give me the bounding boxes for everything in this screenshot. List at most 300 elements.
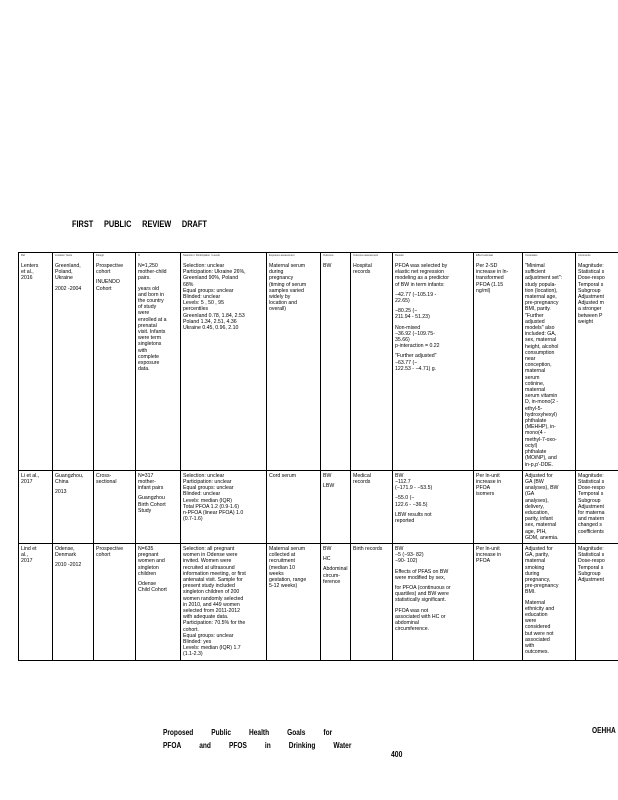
cell-line: analyses),	[525, 497, 549, 504]
cell-line: visit. Infants	[138, 329, 166, 336]
cell-line: Maternal serum	[269, 545, 306, 552]
cell-line: analyses), BW	[525, 485, 559, 492]
cell-line: Equal groups: unclear	[183, 485, 234, 492]
cell-line: Birth Cohort	[138, 501, 166, 508]
cell-line: Statistical s	[578, 552, 605, 559]
cell-comments	[576, 261, 618, 470]
column-header: Outcome	[321, 253, 351, 262]
cell-line: Maternal serum	[269, 263, 306, 269]
cell-line: Cohort	[96, 285, 112, 292]
cell-line: in-p,p'-DDE.	[525, 461, 554, 468]
cell-line: exposure	[138, 360, 160, 367]
cell-line: ethyl-5-	[525, 405, 543, 412]
cell-line: in 2010, and 449 women	[183, 601, 240, 608]
cell-line: overall)	[269, 306, 287, 313]
column-header: Ref	[19, 253, 53, 262]
cell-line: age, PIH,	[525, 528, 547, 535]
cell-line: were term	[138, 335, 162, 342]
cell-line: 2016	[21, 275, 33, 282]
cell-line: Equal groups: unclear	[183, 632, 234, 639]
cell-line: pre-pregnancy	[525, 300, 559, 307]
cell-line: women in Odense were	[183, 552, 238, 559]
column-header: Results	[393, 253, 474, 262]
cell-line: statistically significant.	[395, 597, 447, 604]
cell-line: (−171.9 - −53.5)	[395, 485, 433, 492]
cell-line: weeks	[269, 570, 284, 577]
cell-line: weight	[578, 318, 593, 325]
cell-line: with adequate data.	[183, 614, 229, 621]
cell-line: Blinded: unclear	[183, 491, 221, 498]
cell-line: Subgroup	[578, 570, 601, 577]
cell-line: included: GA,	[525, 331, 557, 338]
cell-line: al.,	[21, 552, 28, 559]
cell-line: were	[525, 618, 537, 625]
draft-word: FIRST	[72, 219, 94, 229]
cell-design	[94, 470, 136, 543]
cell-line: −63.77 (−	[395, 359, 418, 366]
cell-line: singleton	[138, 564, 159, 571]
cell-line: Magnitude:	[578, 263, 604, 269]
cell-line: mother-	[138, 478, 156, 485]
cell-line: n-PFOA (linear PFOA) 1.0	[183, 509, 244, 516]
cell-line: phthalate	[525, 418, 547, 425]
cell-line: Study	[138, 507, 152, 514]
page-number: 400	[391, 750, 403, 759]
footer-word: PFOS	[228, 741, 247, 750]
cell-line: sectional	[96, 478, 117, 485]
cell-line: adjustment set":	[525, 275, 563, 282]
cell-line: singletons	[138, 341, 162, 348]
cell-selection	[181, 543, 267, 660]
cell-line: abdominal	[395, 619, 419, 626]
cell-line: −42.77 (−105.19 -	[395, 291, 437, 298]
cell-line: samples varied	[269, 287, 304, 294]
cell-line: sex, maternal	[525, 337, 557, 344]
cell-line: Dose-respo	[578, 558, 605, 565]
cell-outcome-assessment	[351, 470, 393, 543]
footer-word: Public	[211, 728, 231, 737]
draft-word: PUBLIC	[103, 219, 132, 229]
cell-outcome-assessment	[351, 543, 393, 660]
column-header: Outcome assessment	[351, 253, 393, 262]
cell-line: elastic net regression	[395, 269, 445, 276]
cell-line: INUENDO	[96, 279, 120, 286]
footer-word: Goals	[287, 728, 306, 737]
footer-word: in	[264, 741, 271, 750]
cell-line: Selection: all pregnant	[183, 545, 235, 552]
cell-line: D, in-mono(2 -	[525, 399, 559, 406]
cell-line: Statistical s	[578, 269, 605, 276]
footer-word: Water	[333, 741, 352, 750]
cell-line: Equal groups: unclear	[183, 287, 234, 294]
cell-line: maternal age,	[525, 294, 557, 301]
cell-line: Adjustment	[578, 503, 604, 510]
cell-line: BW	[323, 263, 332, 269]
cell-line: Temporal s	[578, 491, 604, 498]
cell-line: China	[55, 478, 69, 485]
cell-line: associated with HC or	[395, 613, 446, 620]
column-header: Design	[94, 253, 136, 262]
cell-line: −90- 102)	[395, 558, 418, 565]
cell-line: 68%	[183, 281, 194, 288]
cell-line: BW	[395, 472, 404, 479]
cell-line: (0.7-1.6)	[183, 516, 203, 523]
cell-selection	[181, 261, 267, 470]
cell-line: cohort	[96, 552, 111, 559]
cell-line: Total PFOA 1.2 (0.9-1.6)	[183, 503, 239, 510]
cell-line: records	[353, 269, 371, 276]
cell-line: for materna	[578, 509, 605, 516]
cell-line: Maternal	[525, 599, 546, 606]
table-row	[19, 261, 618, 470]
cell-line: octyl)	[525, 442, 538, 449]
cell-line: of study	[138, 304, 157, 311]
cell-line: 2017	[21, 478, 33, 485]
cell-line: phthalate	[525, 449, 547, 456]
cell-line: recruitment	[269, 558, 295, 565]
cell-line: Levels: median (IQR) 1.7	[183, 645, 241, 652]
cell-line: with	[138, 347, 148, 354]
cell-line: Per 2-SD	[476, 263, 498, 269]
cell-line: methyl-7-oxo-	[525, 436, 557, 443]
cell-covariates	[523, 261, 576, 470]
cell-line: cohort.	[183, 626, 199, 633]
cell-line: data.	[138, 366, 150, 373]
cell-line: maternal	[525, 387, 546, 394]
cell-line: Odense,	[55, 545, 75, 552]
cell-results	[393, 261, 474, 470]
cell-line: Medical	[353, 472, 371, 479]
cell-estimate	[474, 470, 523, 543]
cell-line: 22.65)	[395, 298, 410, 305]
cell-design	[94, 261, 136, 470]
cell-line: Ukraine	[55, 275, 73, 282]
cell-comments	[576, 470, 618, 543]
cell-line: 2017	[21, 558, 33, 565]
cell-line: for PFOA (continuous or	[395, 584, 451, 591]
cell-line: modeling as a predictor	[395, 275, 449, 282]
cell-line: gestation, range	[269, 576, 307, 583]
cell-line: adjusted	[525, 318, 545, 325]
cell-outcome	[321, 470, 351, 543]
cell-line: Ukraine 0.45, 0.96, 2.10	[183, 325, 239, 332]
cell-design	[94, 543, 136, 660]
cell-line: Magnitude:	[578, 472, 604, 479]
cell-ref	[19, 261, 53, 470]
cell-line: PFOA	[476, 485, 491, 492]
cell-covariates	[523, 543, 576, 660]
cell-n	[136, 470, 181, 543]
cell-line: Non-mixed	[395, 324, 421, 331]
cell-line: women and	[138, 558, 165, 565]
cell-estimate	[474, 261, 523, 470]
cell-location	[53, 470, 94, 543]
cell-line: the country	[138, 298, 164, 305]
cell-line: (GA	[525, 491, 535, 498]
footer-line-2	[163, 739, 369, 752]
cell-line: education	[525, 611, 548, 618]
cell-line: Cross-	[96, 472, 112, 479]
cell-line: "Minimal	[525, 263, 545, 269]
cell-line: enrolled at a	[138, 316, 167, 323]
cell-outcome-assessment	[351, 261, 393, 470]
cell-line: mother-child	[138, 269, 167, 276]
cell-outcome	[321, 261, 351, 470]
cell-line: N=317	[138, 472, 154, 479]
cell-line: infant pairs	[138, 485, 164, 492]
cell-line: pairs.	[138, 275, 151, 282]
cell-line: Participation: 70.5% for the	[183, 620, 246, 627]
footer-word: Proposed	[163, 728, 194, 737]
cell-line: ng/ml)	[476, 287, 491, 294]
table-header-row	[19, 253, 618, 262]
cell-line: Temporal s	[578, 564, 604, 571]
cell-line: (1.1-2.3)	[183, 651, 203, 658]
cell-line: sex, maternal	[525, 522, 557, 529]
cell-line: antenatal visit. Sample for	[183, 576, 243, 583]
cell-line: (MEHHP), in-	[525, 424, 556, 431]
cell-line: Lind et	[21, 545, 37, 552]
cell-comments	[576, 543, 618, 660]
cell-line: Greenland 90%, Poland	[183, 275, 239, 282]
draft-header	[72, 219, 218, 229]
cell-exposure	[267, 543, 321, 660]
cell-line: increase in	[476, 478, 502, 485]
cell-line: Per ln-unit	[476, 545, 500, 552]
cell-line: children	[138, 570, 157, 577]
cell-line: Dose-respo	[578, 485, 605, 492]
table-body	[19, 261, 618, 660]
cell-line: −36.92 (−109.75-	[395, 330, 435, 337]
cell-line: Levels: 5 , 50 , 95	[183, 300, 224, 307]
cell-line: Blinded: unclear	[183, 294, 221, 301]
cell-line: N=1,250	[138, 263, 158, 269]
cell-line: recruited at ultrasound	[183, 564, 235, 571]
footer-word: Health	[249, 728, 270, 737]
cell-line: Greenland,	[55, 263, 81, 269]
cell-line: 5-12 weeks)	[269, 583, 298, 590]
cell-line: (median 10	[269, 564, 295, 571]
cell-line: 211.94 - 51.23)	[395, 314, 430, 321]
cell-estimate	[474, 543, 523, 660]
cell-line: outcomes.	[525, 649, 549, 656]
cell-line: pre-pregnancy	[525, 583, 559, 590]
cell-location	[53, 261, 94, 470]
cell-line: Prospective	[96, 545, 124, 552]
cell-line: Guangzhou,	[55, 472, 84, 479]
cell-line: percentiles	[183, 306, 209, 313]
cell-line: increase in	[476, 552, 502, 559]
cell-line: women randomly selected	[183, 595, 244, 602]
cell-line: circum-	[323, 572, 341, 579]
cell-results	[393, 543, 474, 660]
cell-line: delivery,	[525, 503, 544, 510]
cell-line: quartiles) and BW were	[395, 591, 449, 598]
cell-line: LBW results not	[395, 511, 432, 518]
cell-line: PFOA	[476, 558, 491, 565]
cell-line: Adjusted m	[578, 300, 604, 307]
cell-line: maternal	[525, 368, 546, 375]
cell-line: invited. Women were	[183, 558, 232, 565]
cell-line: selected from 2011-2012	[183, 607, 241, 614]
cell-line: BW	[395, 545, 404, 552]
cell-line: and born in	[138, 291, 164, 298]
cell-line: collected at	[269, 552, 296, 559]
evidence-table	[18, 252, 618, 661]
cell-line: during	[525, 570, 540, 577]
cell-line: mono(4 -	[525, 430, 546, 437]
cell-line: isomers	[476, 491, 495, 498]
cell-line: years old	[138, 285, 160, 292]
footer-word: Drinking	[288, 741, 316, 750]
cell-line: BMI.	[525, 589, 536, 596]
cell-line: Hospital	[353, 263, 372, 269]
cell-line: height, alcohol	[525, 343, 559, 350]
cell-line: with	[525, 642, 535, 649]
cell-line: Per ln-unit	[476, 472, 500, 479]
cell-line: coefficients	[578, 528, 604, 535]
cell-line: Subgroup	[578, 287, 601, 294]
cell-n	[136, 261, 181, 470]
cell-line: considered	[525, 624, 551, 631]
cell-line: circumference.	[395, 626, 430, 633]
cell-line: Dose-respo	[578, 275, 605, 282]
cell-line: study popula-	[525, 281, 557, 288]
cell-line: Birth records	[353, 545, 383, 552]
cell-line: (MOiNP), and	[525, 455, 557, 462]
cell-exposure	[267, 470, 321, 543]
cell-line: Levels: median (IQR)	[183, 497, 233, 504]
cell-line: consumption	[525, 349, 555, 356]
cell-line: conception,	[525, 362, 552, 369]
cell-line: pregnant	[138, 552, 159, 559]
cell-line: pregnancy	[269, 275, 294, 282]
cell-line: a stronger	[578, 306, 602, 313]
cell-line: reported	[395, 517, 415, 524]
draft-word: REVIEW	[142, 219, 172, 229]
cell-line: Abdominal	[323, 566, 348, 573]
column-header: Comments	[576, 253, 618, 262]
cell-line: tion (location),	[525, 287, 558, 294]
cell-line: 122.6 - −36.5)	[395, 501, 428, 508]
cell-line: ethnicity and	[525, 605, 555, 612]
cell-line: Participation: unclear	[183, 478, 232, 485]
footer-word: for	[323, 728, 333, 737]
cell-results	[393, 470, 474, 543]
cell-line: complete	[138, 353, 160, 360]
footer-title	[163, 726, 369, 752]
cell-line: increase in ln-	[476, 269, 509, 276]
cell-line: Effects of PFAS on BW	[395, 568, 449, 575]
cell-line: Selection: unclear	[183, 263, 225, 269]
cell-line: et al.,	[21, 269, 34, 276]
column-header: Exposure assessment	[267, 253, 321, 262]
cell-line: between P	[578, 312, 603, 319]
cell-covariates	[523, 470, 576, 543]
cell-line: were modified by sex,	[395, 574, 446, 581]
cell-ref	[19, 470, 53, 543]
cell-line: p-interaction = 0.22	[395, 343, 440, 350]
footer-word: and	[199, 741, 211, 750]
cell-line: Odense	[138, 580, 157, 587]
cell-line: prenatal	[138, 322, 157, 329]
cell-line: serum	[525, 374, 540, 381]
column-header: Effect estimate	[474, 253, 523, 262]
column-header: Selection / Participation / Levels	[181, 253, 267, 262]
cell-line: PFOA was selected by	[395, 263, 448, 269]
cell-line: LBW	[323, 482, 335, 489]
cell-line: cohort	[96, 269, 111, 276]
cell-line: hydroxyhexyl)	[525, 411, 558, 418]
cell-line: Denmark	[55, 552, 77, 559]
cell-line: 122.53 - −4.71) g.	[395, 365, 437, 372]
cell-line: but were not	[525, 630, 554, 637]
cell-line: GDM, anemia.	[525, 534, 559, 541]
cell-line: "Further adjusted"	[395, 353, 437, 360]
cell-exposure	[267, 261, 321, 470]
cell-line: −55.0 (−	[395, 495, 415, 502]
cell-line: Adjustment	[578, 576, 604, 583]
cell-line: Child Cohort	[138, 587, 167, 594]
cell-line: records	[353, 478, 371, 485]
footer-word: PFOA	[163, 741, 182, 750]
cell-line: maternal	[525, 558, 546, 565]
cell-ref	[19, 543, 53, 660]
cell-line: cotinine,	[525, 380, 545, 387]
cell-line: information meeting, or first	[183, 570, 246, 577]
cell-line: N=635	[138, 545, 154, 552]
cell-line: Poland 1.34, 2.51, 4.36	[183, 318, 237, 325]
cell-line: BW	[323, 472, 332, 479]
cell-line: Temporal s	[578, 281, 604, 288]
cell-line: GA, parity,	[525, 552, 550, 559]
cell-selection	[181, 470, 267, 543]
cell-line: HC	[323, 556, 331, 563]
cell-line: Cord serum	[269, 472, 297, 479]
cell-line: Lenters	[21, 263, 39, 269]
cell-line: PFOA (1.15	[476, 281, 504, 288]
cell-line: Guangzhou	[138, 495, 165, 502]
cell-line: Subgroup	[578, 497, 601, 504]
cell-line: −5 (−93- 82)	[395, 552, 424, 559]
cell-line: smoking	[525, 564, 545, 571]
table-row	[19, 470, 618, 543]
cell-line: Poland,	[55, 269, 73, 276]
cell-line: Adjusted for	[525, 472, 553, 479]
cell-line: Adjusted for	[525, 545, 553, 552]
cell-line: Blinded: yes	[183, 638, 212, 645]
cell-line: BW	[323, 545, 332, 552]
cell-line: near	[525, 356, 536, 363]
cell-line: models" also	[525, 325, 555, 332]
cell-line: 2013	[55, 489, 67, 496]
cell-line: −112.7	[395, 478, 411, 485]
cell-line: ference	[323, 578, 341, 585]
draft-word: DRAFT	[181, 219, 207, 229]
cell-line: education,	[525, 509, 549, 516]
cell-line: and matern	[578, 516, 605, 523]
cell-line: 35.66)	[395, 337, 410, 344]
cell-location	[53, 543, 94, 660]
cell-line: present study included	[183, 583, 235, 590]
cell-line: Statistical s	[578, 478, 605, 485]
cell-line: were	[138, 310, 150, 317]
cell-line: 2002 -2004	[55, 285, 82, 292]
cell-line: Participation: Ukraine 26%,	[183, 269, 246, 276]
cell-line: Selection: unclear	[183, 472, 225, 479]
cell-line: Greenland 0.78, 1.84, 2.53	[183, 312, 245, 319]
cell-line: 2010 -2012	[55, 562, 82, 569]
